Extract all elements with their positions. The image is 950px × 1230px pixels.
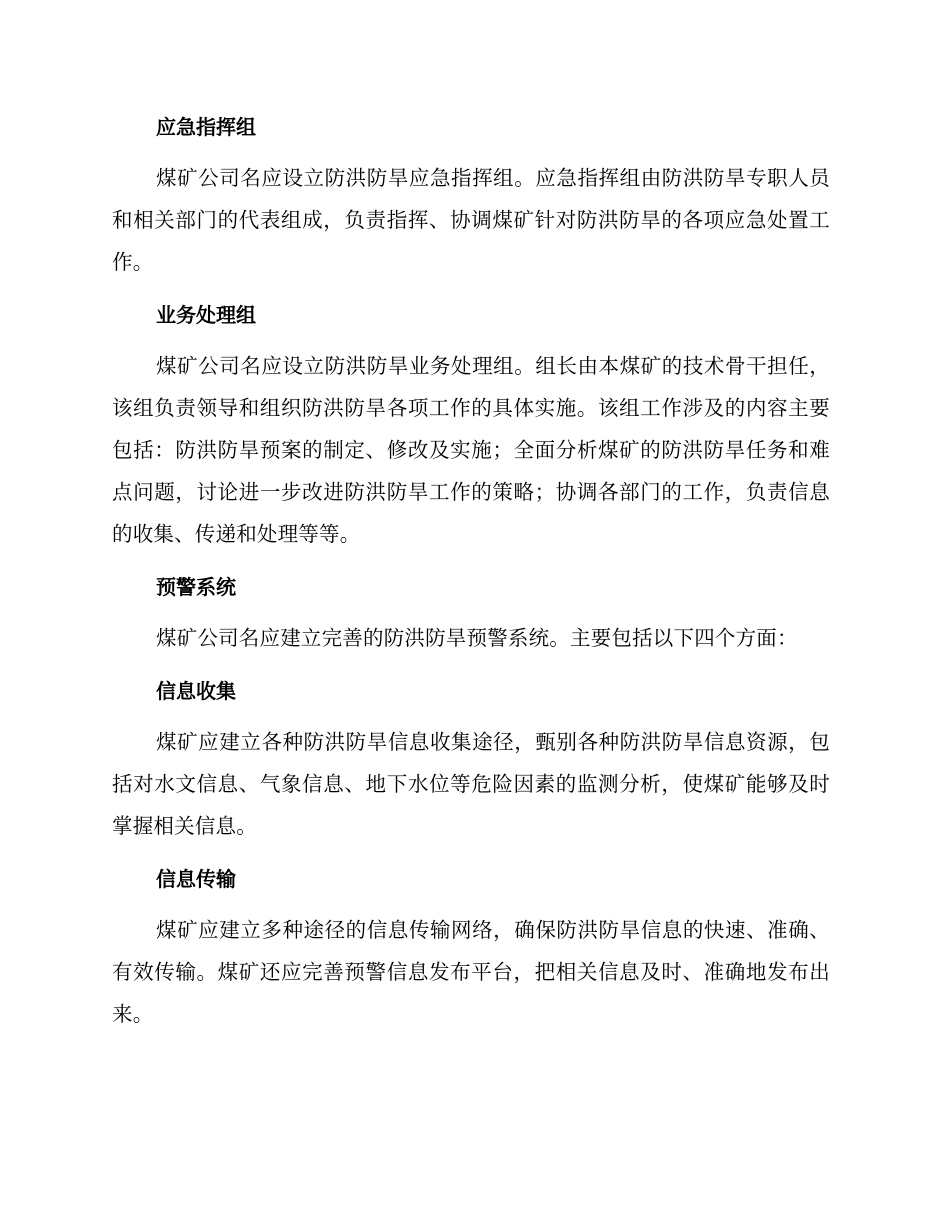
section-heading-warning-system: 预警系统 (156, 575, 236, 599)
section-heading-info-transmission: 信息传输 (156, 867, 236, 891)
section-body-info-collection: 煤矿应建立各种防洪防旱信息收集途径，甄别各种防洪防旱信息资源，包括对水文信息、气象信息、地下水位等危险因素的监测分析，使煤矿能够及时掌握相关信息。 (112, 730, 830, 838)
section-body-business-processing: 煤矿公司名应设立防洪防旱业务处理组。组长由本煤矿的技术骨干担任，该组负责领导和组织防洪防旱各项工作的具体实施。该组工作涉及的内容主要包括：防洪防旱预案的制定、修改及实施；全面分析煤矿的防洪防旱任务和难点问题，讨论进一步改进防洪防旱工作的策略；协调各部门的工作，负责信息的收集、传递和处理等等。 (112, 354, 830, 546)
section-heading-business-processing: 业务处理组 (156, 303, 256, 327)
section-body-info-transmission: 煤矿应建立多种途径的信息传输网络，确保防洪防旱信息的快速、准确、有效传输。煤矿还应完善预警信息发布平台，把相关信息及时、准确地发布出来。 (112, 918, 830, 1026)
section-body-emergency-command: 煤矿公司名应设立防洪防旱应急指挥组。应急指挥组由防洪防旱专职人员和相关部门的代表组成，负责指挥、协调煤矿针对防洪防旱的各项应急处置工作。 (112, 166, 830, 274)
section-heading-info-collection: 信息收集 (156, 679, 236, 703)
section-heading-emergency-command: 应急指挥组 (156, 115, 256, 139)
section-body-warning-system: 煤矿公司名应建立完善的防洪防旱预警系统。主要包括以下四个方面： (156, 626, 798, 650)
